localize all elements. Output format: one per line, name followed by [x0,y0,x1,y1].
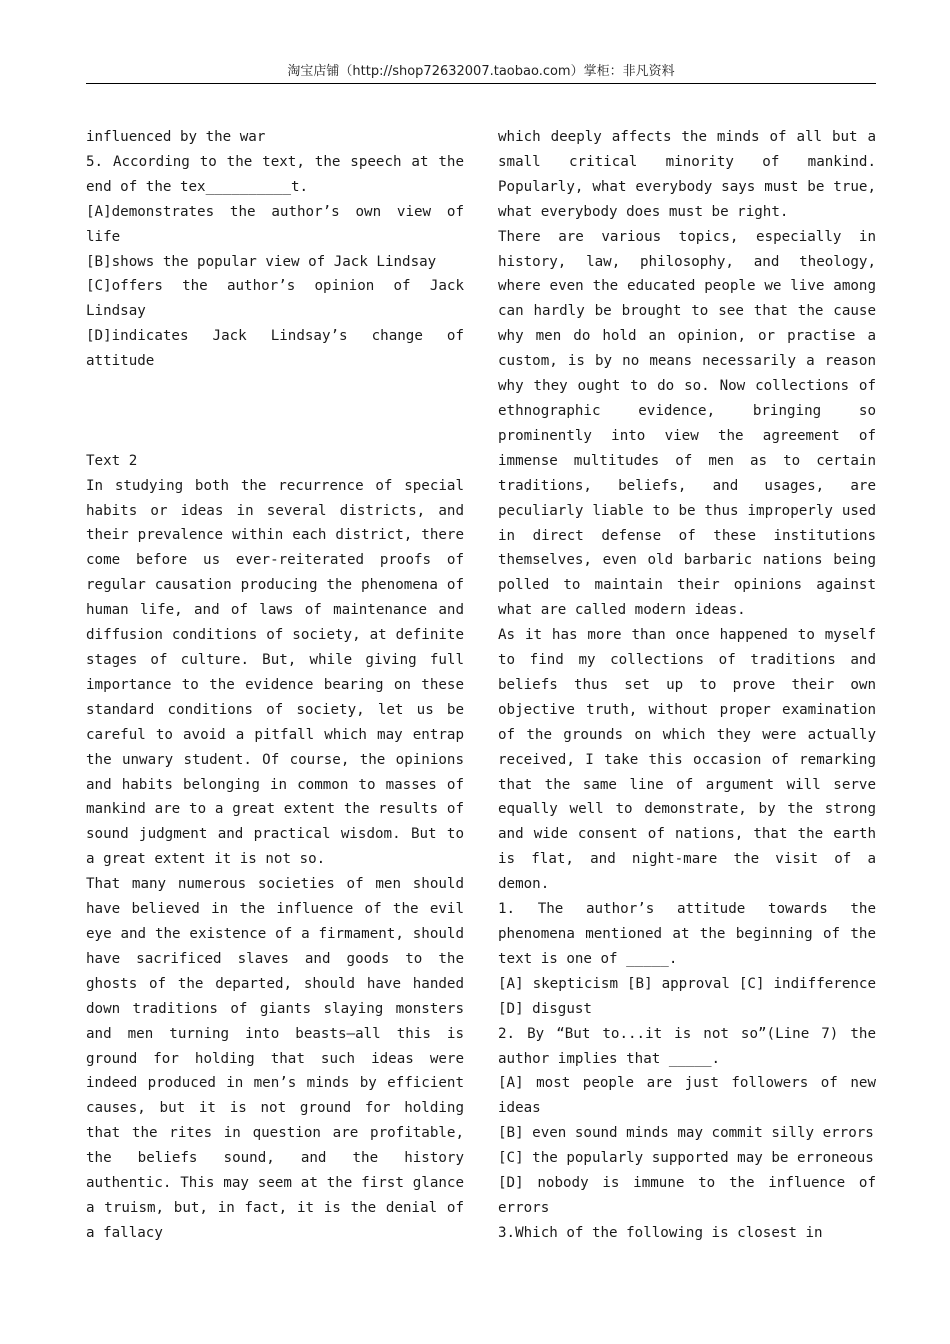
passage-paragraph-1: In studying both the recurrence of special habits or ideas in several districts, and their prevalence within each district, there come before us ever-reiterated proofs of regular causation producing the phenomena of human life, and of laws of maintenance and diffusion conditions of society, at definite stages of culture. But, while giving full importance to the evidence bearing on these standard conditions of society, let us be careful to avoid a pitfall which may entrap the unwary student. Of course, the opinions and habits belonging in common to masses of mankind are to a great extent the results of sound judgment and practical wisdom. But to a great extent it is not so. [86,477,464,868]
question-5-option-d: [D]indicates Jack Lindsay’s change of attitude [86,328,464,370]
question-1-options: [A] skepticism [B] approval [C] indifference [D] disgust [498,975,876,1017]
question-1-stem: 1. The author’s attitude towards the phenomena mentioned at the beginning of the text is one of _____. [498,901,876,967]
section-spacer [86,374,464,449]
passage-paragraph-2-end: which deeply affects the minds of all but a small critical minority of mankind. Popularly, what everybody says must be true, what everybody does must be right. [498,129,876,220]
question-4-tail: influenced by the war [86,129,266,145]
page-header: 淘宝店铺（http://shop72632007.taobao.com）掌柜：非凡资料 [287,64,675,79]
question-2-stem: 2. By “But to...it is not so”(Line 7) the author implies that _____. [498,1025,876,1067]
question-2-option-a: [A] most people are just followers of new ideas [498,1075,876,1117]
question-3-stem-start: 3.Which of the following is closest in [498,1224,823,1241]
question-2-option-c: [C] the popularly supported may be erroneous [498,1150,874,1167]
question-5-option-b: [B]shows the popular view of Jack Lindsay [86,253,437,270]
passage-paragraph-3: There are various topics, especially in history, law, philosophy, and theology, where even the educated people we live among can hardly be brought to see that the cause why men do hold an opinion, or practise a custom, is by no means necessarily a reason why they ought to do so. Now collections of ethnographic evidence, bringing so prominently into view the agreement of immense multitudes of men as to certain traditions, beliefs, and usages, are peculiarly liable to be thus improperly used in direct defense of these institutions themselves, even old barbaric nations being polled to maintain their opinions against what are called modern ideas. [498,228,876,619]
left-column [86,125,464,1246]
question-5-option-c: [C]offers the author’s opinion of Jack Lindsay [86,278,464,320]
question-5-stem: 5. According to the text, the speech at the end of the tex__________t. [86,153,464,195]
passage-paragraph-4: As it has more than once happened to myself to find my collections of traditions and beliefs thus set up to prove their own objective truth, without proper examination of the grounds on which they were actually received, I take this occasion of remarking that the same line of argument will serve equally well to demonstrate, by the strong and wide consent of nations, that the earth is flat, and night-mare the visit of a demon. [498,627,876,893]
header-divider [86,83,876,84]
question-5-option-a: [A]demonstrates the author’s own view of life [86,203,464,245]
text-2-title: Text 2 [86,452,138,469]
passage-paragraph-2-start: That many numerous societies of men should have believed in the influence of the evil eye and the existence of a firmament, should have sacrificed slaves and goods to the ghosts of the departed, should have handed down traditions of giants slaying monsters and men turning into beasts—all this is ground for holding that such ideas were indeed produced in men’s minds by efficient causes, but it is not ground for holding that the rites in question are profitable, the beliefs sound, and the history authentic. This may seem at the first glance a truism, but, in fact, it is the denial of a fallacy [86,876,464,1241]
right-column [498,125,876,1246]
question-2-option-b: [B] even sound minds may commit silly errors [498,1125,874,1142]
question-2-option-d: [D] nobody is immune to the influence of errors [498,1175,876,1216]
